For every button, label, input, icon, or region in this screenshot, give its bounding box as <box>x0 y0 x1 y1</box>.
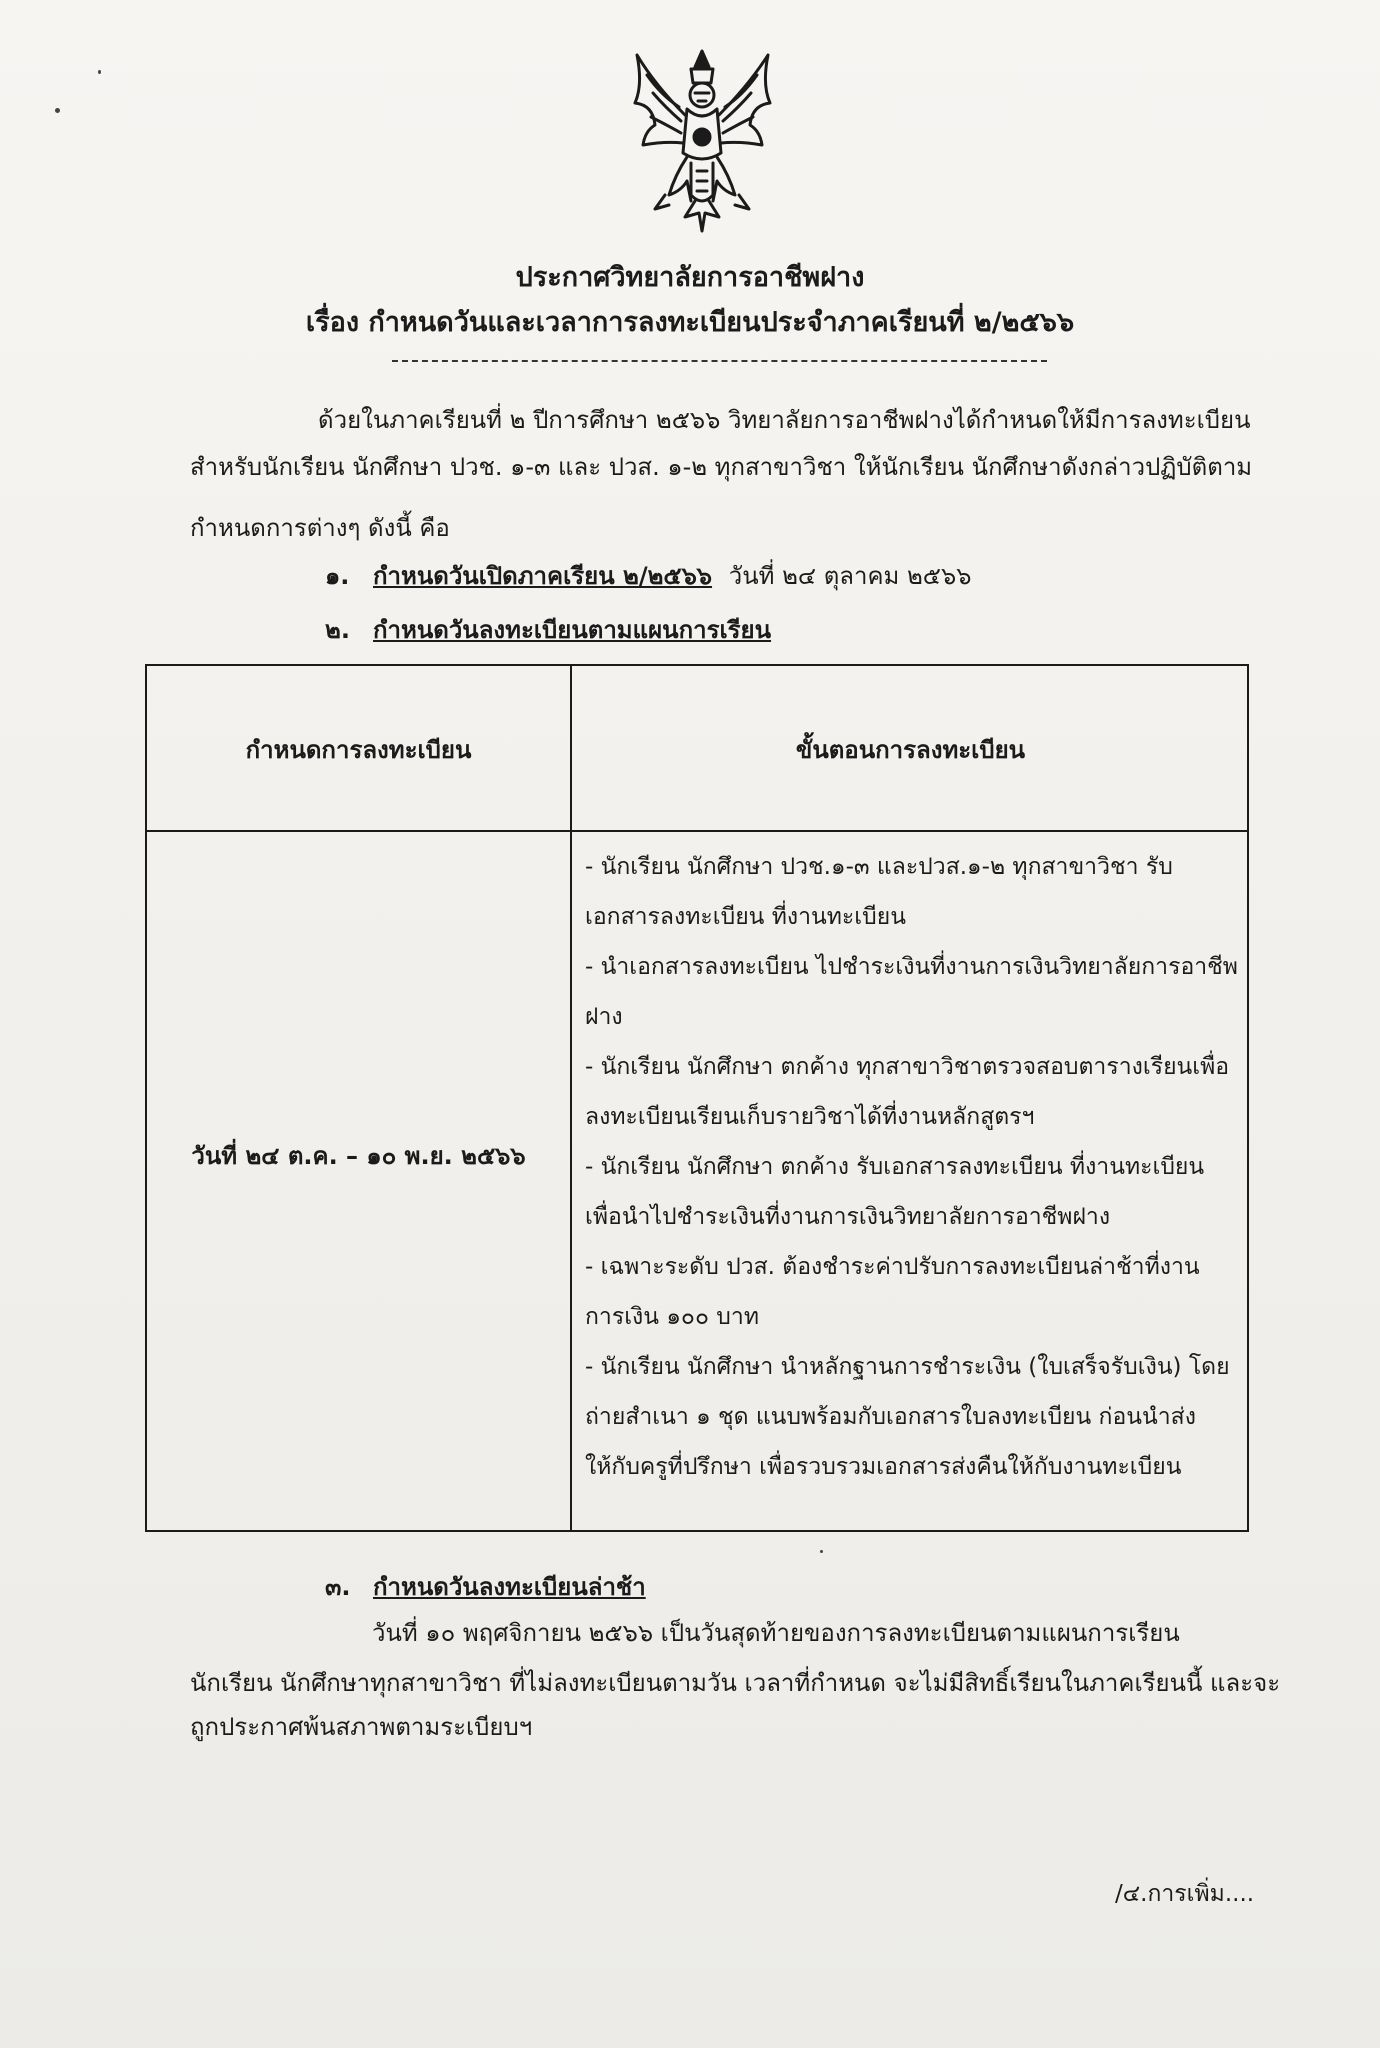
item-1-number: ๑. <box>325 562 350 590</box>
table-header-divider <box>147 830 1247 832</box>
table-step-line: - นักเรียน นักศึกษา ตกค้าง รับเอกสารลงทะเบียน ที่งานทะเบียน <box>585 1154 1205 1180</box>
scan-speck <box>98 70 101 74</box>
table-header-steps: ขั้นตอนการลงทะเบียน <box>795 736 1026 764</box>
intro-line-3: กำหนดการต่างๆ ดังนี้ คือ <box>190 514 450 542</box>
table-step-line: เอกสารลงทะเบียน ที่งานทะเบียน <box>585 904 906 930</box>
table-step-line: เพื่อนำไปชำระเงินที่งานการเงินวิทยาลัยการอาชีพฝาง <box>585 1204 1111 1230</box>
continuation-note: /๔.การเพิ่ม.... <box>1115 1881 1255 1907</box>
title-divider <box>392 360 1047 362</box>
late-line-1: วันที่ ๑๐ พฤศจิกายน ๒๕๖๖ เป็นวันสุดท้ายของการลงทะเบียนตามแผนการเรียน <box>372 1619 1180 1647</box>
table-column-divider <box>570 666 572 1530</box>
item-3-label: กำหนดวันลงทะเบียนล่าช้า <box>373 1573 646 1601</box>
table-step-line: - นำเอกสารลงทะเบียน ไปชำระเงินที่งานการเงินวิทยาลัยการอาชีพ <box>585 954 1238 980</box>
table-step-line: - นักเรียน นักศึกษา ตกค้าง ทุกสาขาวิชาตรวจสอบตารางเรียนเพื่อ <box>585 1054 1230 1080</box>
intro-line-1: ด้วยในภาคเรียนที่ ๒ ปีการศึกษา ๒๕๖๖ วิทยาลัยการอาชีพฝางได้กำหนดให้มีการลงทะเบียน <box>318 406 1251 434</box>
scan-speck <box>55 108 60 113</box>
table-step-line: - เฉพาะระดับ ปวส. ต้องชำระค่าปรับการลงทะเบียนล่าช้าที่งาน <box>585 1254 1200 1280</box>
table-step-line: การเงิน ๑๐๐ บาท <box>585 1304 759 1330</box>
item-1-label: กำหนดวันเปิดภาคเรียน ๒/๒๕๖๖ <box>373 562 713 590</box>
table-step-line: ให้กับครูที่ปรึกษา เพื่อรวบรวมเอกสารส่งคืนให้กับงานทะเบียน <box>585 1454 1182 1480</box>
item-3 <box>325 1567 646 1606</box>
item-2-label: กำหนดวันลงทะเบียนตามแผนการเรียน <box>373 616 772 644</box>
item-3-number: ๓. <box>325 1573 351 1601</box>
item-2-number: ๒. <box>325 616 350 644</box>
table-step-line: - นักเรียน นักศึกษา ปวช.๑-๓ และปวส.๑-๒ ทุกสาขาวิชา รับ <box>585 854 1173 880</box>
scan-speck <box>820 1550 823 1553</box>
item-1 <box>325 556 971 595</box>
item-2 <box>325 610 771 649</box>
table-date-range: วันที่ ๒๔ ต.ค. – ๑๐ พ.ย. ๒๕๖๖ <box>191 1142 526 1170</box>
garuda-emblem-icon <box>625 45 780 235</box>
table-step-line: ฝาง <box>585 1004 623 1030</box>
table-header-schedule: กำหนดการลงทะเบียน <box>245 736 472 764</box>
table-step-line: - นักเรียน นักศึกษา นำหลักฐานการชำระเงิน (ใบเสร็จรับเงิน) โดย <box>585 1354 1230 1380</box>
table-step-line: ถ่ายสำเนา ๑ ชุด แนบพร้อมกับเอกสารใบลงทะเบียน ก่อนนำส่ง <box>585 1404 1196 1430</box>
registration-table <box>145 664 1249 1532</box>
document-subject: เรื่อง กำหนดวันและเวลาการลงทะเบียนประจำภาคเรียนที่ ๒/๒๕๖๖ <box>305 307 1075 338</box>
intro-line-2: สำหรับนักเรียน นักศึกษา ปวช. ๑-๓ และ ปวส. ๑-๒ ทุกสาขาวิชา ให้นักเรียน นักศึกษาดังกล่าวปฏิบัติตาม <box>190 453 1253 481</box>
table-steps <box>585 842 1241 1492</box>
late-line-3: ถูกประกาศพ้นสภาพตามระเบียบฯ <box>190 1713 533 1741</box>
late-line-2: นักเรียน นักศึกษาทุกสาขาวิชา ที่ไม่ลงทะเบียนตามวัน เวลาที่กำหนด จะไม่มีสิทธิ์เรียนในภาคเรียนนี้ และจะ <box>190 1669 1281 1697</box>
document-title: ประกาศวิทยาลัยการอาชีพฝาง <box>515 262 865 293</box>
table-step-line: ลงทะเบียนเรียนเก็บรายวิชาได้ที่งานหลักสูตรฯ <box>585 1104 1035 1130</box>
item-1-value: วันที่ ๒๔ ตุลาคม ๒๕๖๖ <box>728 562 972 590</box>
